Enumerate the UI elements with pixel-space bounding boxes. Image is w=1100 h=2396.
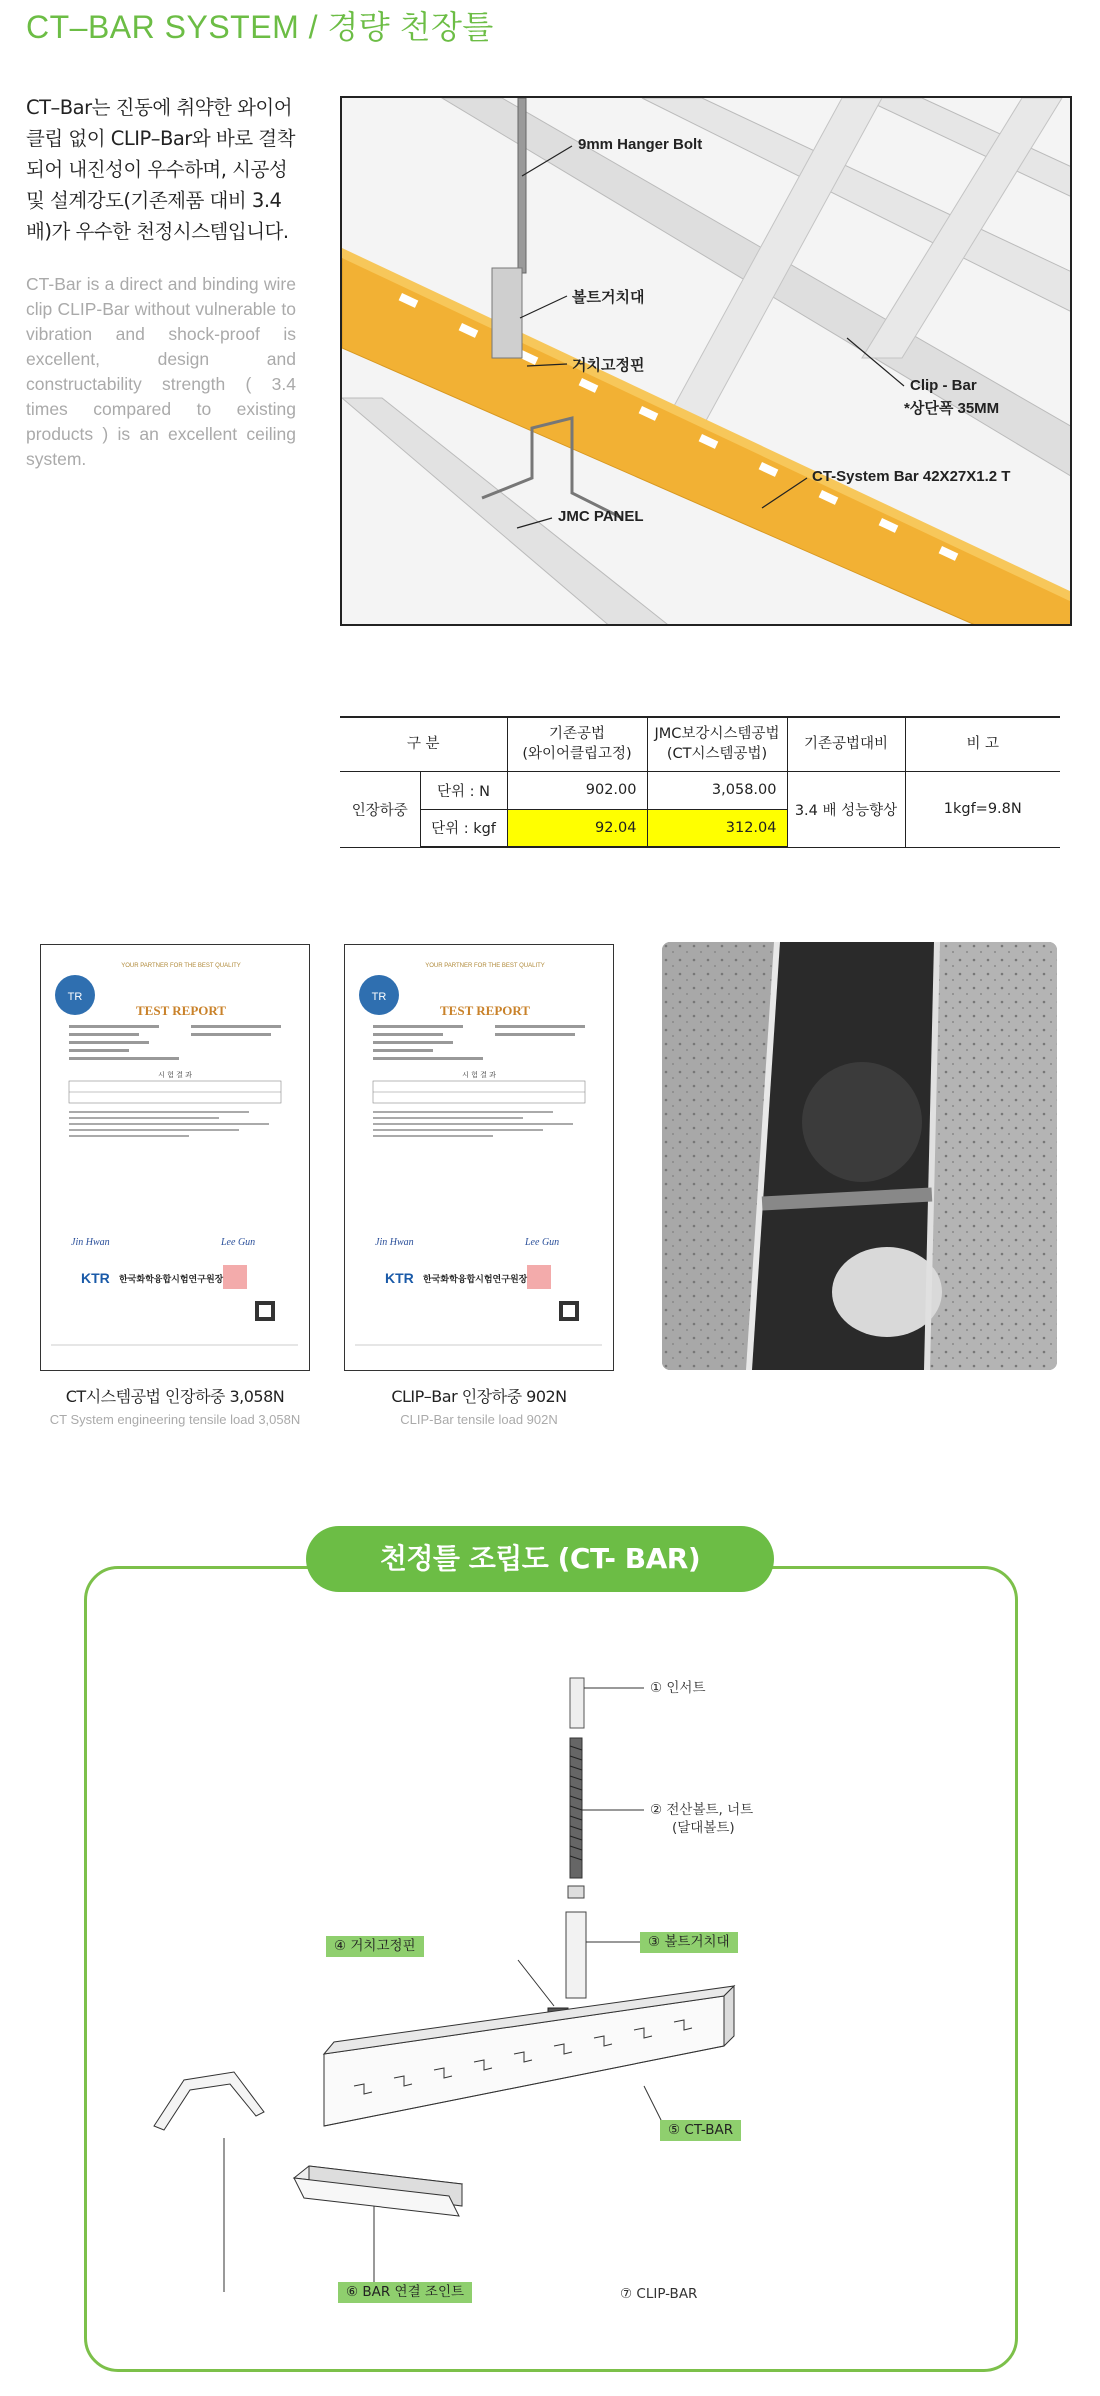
- header-jmc-label: JMC보강시스템공법: [654, 726, 780, 743]
- jmc-value: 3,058.00: [647, 771, 787, 809]
- assembly-title: 천정틀 조립도 (CT- BAR): [306, 1526, 774, 1592]
- callout-clip-bar-note: *상단폭 35MM: [904, 400, 1000, 417]
- part-label-ct-bar: ⑤ CT-BAR: [660, 2120, 741, 2141]
- header-compare: 기존공법대비: [787, 717, 905, 771]
- svg-text:한국화학융합시험연구원장: 한국화학융합시험연구원장: [423, 1275, 528, 1285]
- part-label-clip-bar: ⑦ CLIP-BAR: [620, 2286, 698, 2302]
- part-label-bolt-holder: ③ 볼트거치대: [640, 1932, 738, 1953]
- header-legacy: [507, 717, 647, 771]
- report-2-caption-ko: CLIP–Bar 인장하중 902N: [391, 1387, 567, 1406]
- callout-hanger-bolt: 9mm Hanger Bolt: [578, 136, 703, 153]
- report-1-caption-ko: CT시스템공법 인장하중 3,058N: [65, 1387, 285, 1406]
- header-category: 구 분: [340, 717, 507, 771]
- assembly-diagram: [84, 1566, 1018, 2372]
- intro-korean: CT–Bar는 진동에 취약한 와이어 클립 없이 CLIP–Bar와 바로 결착되어 내진성이 우수하며, 시공성 및 설계강도(기존제품 대비 3.4배)가 우수한 천정시스템입니다.: [26, 96, 295, 243]
- part-label-bolt-nut: ② 전산볼트, 너트: [650, 1802, 754, 1818]
- svg-text:Jin Hwan: Jin Hwan: [71, 1237, 110, 1248]
- test-report-document-1: [40, 944, 310, 1371]
- header-legacy-sub: (와이어클립고정): [522, 746, 632, 763]
- svg-text:TR: TR: [371, 991, 387, 1003]
- callout-fixing-pin: 거치고정핀: [572, 357, 645, 374]
- svg-text:Lee Gun: Lee Gun: [525, 1237, 560, 1248]
- svg-text:YOUR PARTNER FOR THE BEST QUAL: YOUR PARTNER FOR THE BEST QUALITY: [121, 963, 241, 969]
- callout-ct-system-bar: CT-System Bar 42X27X1.2 T: [812, 468, 1011, 485]
- callout-bolt-holder: 볼트거치대: [572, 289, 645, 306]
- svg-text:Lee Gun: Lee Gun: [221, 1237, 256, 1248]
- legacy-value: 902.00: [507, 771, 647, 809]
- ceiling-system-illustration: [342, 98, 1072, 626]
- ceiling-system-diagram: [340, 96, 1072, 626]
- test-report-document-2: [344, 944, 614, 1371]
- test-report-image: [41, 945, 308, 1369]
- svg-text:한국화학융합시험연구원장: 한국화학융합시험연구원장: [119, 1275, 224, 1285]
- table-row: [340, 771, 1060, 809]
- unit-cell: 단위 : kgf: [420, 809, 507, 847]
- intro-english: CT-Bar is a direct and binding wire clip CLIP-Bar without vulnerable to vibration and shock-proof is excellent, design and constructability strength ( 3.4 times compared to existing products ) is an excellent ceiling system.: [26, 274, 296, 469]
- svg-text:YOUR PARTNER FOR THE BEST QUAL: YOUR PARTNER FOR THE BEST QUALITY: [425, 963, 545, 969]
- part-label-insert: ① 인서트: [650, 1680, 706, 1696]
- test-report-image: [345, 945, 612, 1369]
- header-legacy-label: 기존공법: [548, 726, 606, 743]
- part-label-bar-joint: ⑥ BAR 연결 조인트: [338, 2282, 472, 2303]
- svg-text:KTR: KTR: [81, 1270, 110, 1286]
- header-jmc-sub: (CT시스템공법): [666, 746, 768, 763]
- row-label: 인장하중: [340, 771, 420, 847]
- legacy-value-highlighted: 92.04: [507, 809, 647, 847]
- svg-text:시 험 결 과: 시 험 결 과: [462, 1071, 496, 1079]
- note-value: 1kgf=9.8N: [905, 771, 1060, 847]
- compare-value: 3.4 배 성능향상: [787, 771, 905, 847]
- tensile-load-table: [340, 716, 1060, 848]
- installed-ceiling-photo: [662, 942, 1057, 1370]
- page-title: CT–BAR SYSTEM / 경량 천장틀: [26, 9, 494, 45]
- header-jmc: [647, 717, 787, 771]
- report-1-caption-en: CT System engineering tensile load 3,058N: [49, 1412, 301, 1427]
- callout-clip-bar: Clip - Bar: [910, 377, 977, 394]
- svg-text:TR: TR: [67, 991, 83, 1003]
- svg-text:Jin Hwan: Jin Hwan: [375, 1237, 414, 1248]
- report-2-caption-en: CLIP-Bar tensile load 902N: [400, 1412, 558, 1427]
- callout-jmc-panel: JMC PANEL: [558, 508, 644, 525]
- jmc-value-highlighted: 312.04: [647, 809, 787, 847]
- svg-text:시 험 결 과: 시 험 결 과: [158, 1071, 192, 1079]
- svg-text:TEST REPORT: TEST REPORT: [440, 1003, 530, 1018]
- unit-cell: 단위 : N: [420, 771, 507, 809]
- header-note: 비 고: [905, 717, 1060, 771]
- svg-text:TEST REPORT: TEST REPORT: [136, 1003, 226, 1018]
- part-label-fixing-pin: ④ 거치고정핀: [326, 1936, 424, 1957]
- table-header-row: [340, 717, 1060, 771]
- part-label-bolt-nut-sub: (달대볼트): [672, 1820, 735, 1836]
- svg-text:KTR: KTR: [385, 1270, 414, 1286]
